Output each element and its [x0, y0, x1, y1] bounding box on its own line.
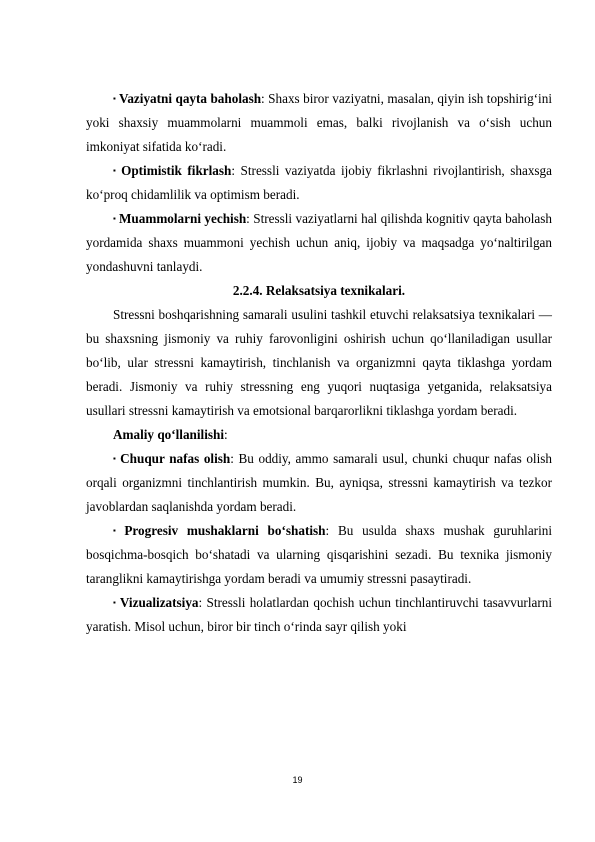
bullet-item-problem-solving: [86, 207, 552, 279]
bullet-text: : Bu usulda shaxs mushak guruhlarini bosqichma-bosqich bo‘shatadi va ularning qisqarishini sezadi. Bu texnika jismoniy taranglikni kamaytirishga yordam beradi va umumiy stressni pasaytiradi.: [86, 523, 552, 586]
bullet-item-deep-breathing: [86, 447, 552, 519]
practice-label: Amaliy qo‘llanilishi: [113, 427, 225, 442]
bullet-item-visualization: [86, 591, 552, 639]
bullet-text: : Stressli vaziyatlarni hal qilishda kognitiv qayta baholash yordamida shaxs muammoni yechish uchun aniq, ijobiy va maqsadga yo‘naltirilgan yondashuvni tanlaydi.: [86, 211, 552, 274]
bullet-text: : Bu oddiy, ammo samarali usul, chunki chuqur nafas olish orqali organizmni tinchlantirish mumkin. Bu, ayniqsa, stressni kamaytirish va tezkor javoblardan saqlanishda yordam beradi.: [86, 451, 552, 514]
practice-heading: [86, 423, 552, 447]
bullet-item-reappraisal: [86, 87, 552, 159]
bullet-text: : Stressli holatlardan qochish uchun tinchlantiruvchi tasavvurlarni yaratish. Misol uchun, biror bir tinch o‘rinda sayr qilish yoki: [86, 595, 552, 634]
bullet-term: Progresiv mushaklarni bo‘shatish: [124, 523, 326, 538]
section-heading: 2.2.4. Relaksatsiya texnikalari.: [232, 283, 406, 298]
intro-paragraph: Stressni boshqarishning samarali usulini tashkil etuvchi relaksatsiya texnikalari — bu shaxsning jismoniy va ruhiy farovonligini oshirish uchun qo‘llaniladigan usullar bo‘lib, ular stressni kamaytirish, tinchlanish va organizmni qayta tiklashga yordam beradi. Jismoniy va ruhiy stressning eng yuqori nuqtasiga yetganida, relaksatsiya usullari stressni kamaytirish va emotsional barqarorlikni tiklashga yordam beradi.: [86, 307, 552, 418]
practice-colon: :: [224, 427, 228, 442]
bullet-term: Chuqur nafas olish: [120, 451, 231, 466]
bullet-term: Vizualizatsiya: [119, 595, 199, 610]
bullet-term: Vaziyatni qayta baholash: [119, 91, 262, 106]
document-page: [86, 87, 552, 639]
bullet-item-optimism: [86, 159, 552, 207]
page-number: 19: [292, 775, 303, 785]
bullet-text: : Shaxs biror vaziyatni, masalan, qiyin ish topshirig‘ini yoki shaxsiy muammolarni muammoli emas, balki rivojlanish va o‘sish uchun imkoniyat sifatida ko‘radi.: [86, 91, 552, 154]
bullet-term: Optimistik fikrlash: [121, 163, 232, 178]
bullet-text: : Stressli vaziyatda ijobiy fikrlashni rivojlantirish, shaxsga ko‘proq chidamlilik va optimism beradi.: [86, 163, 552, 202]
bullet-item-muscle-relaxation: [86, 519, 552, 591]
bullet-term: Muammolarni yechish: [118, 211, 247, 226]
